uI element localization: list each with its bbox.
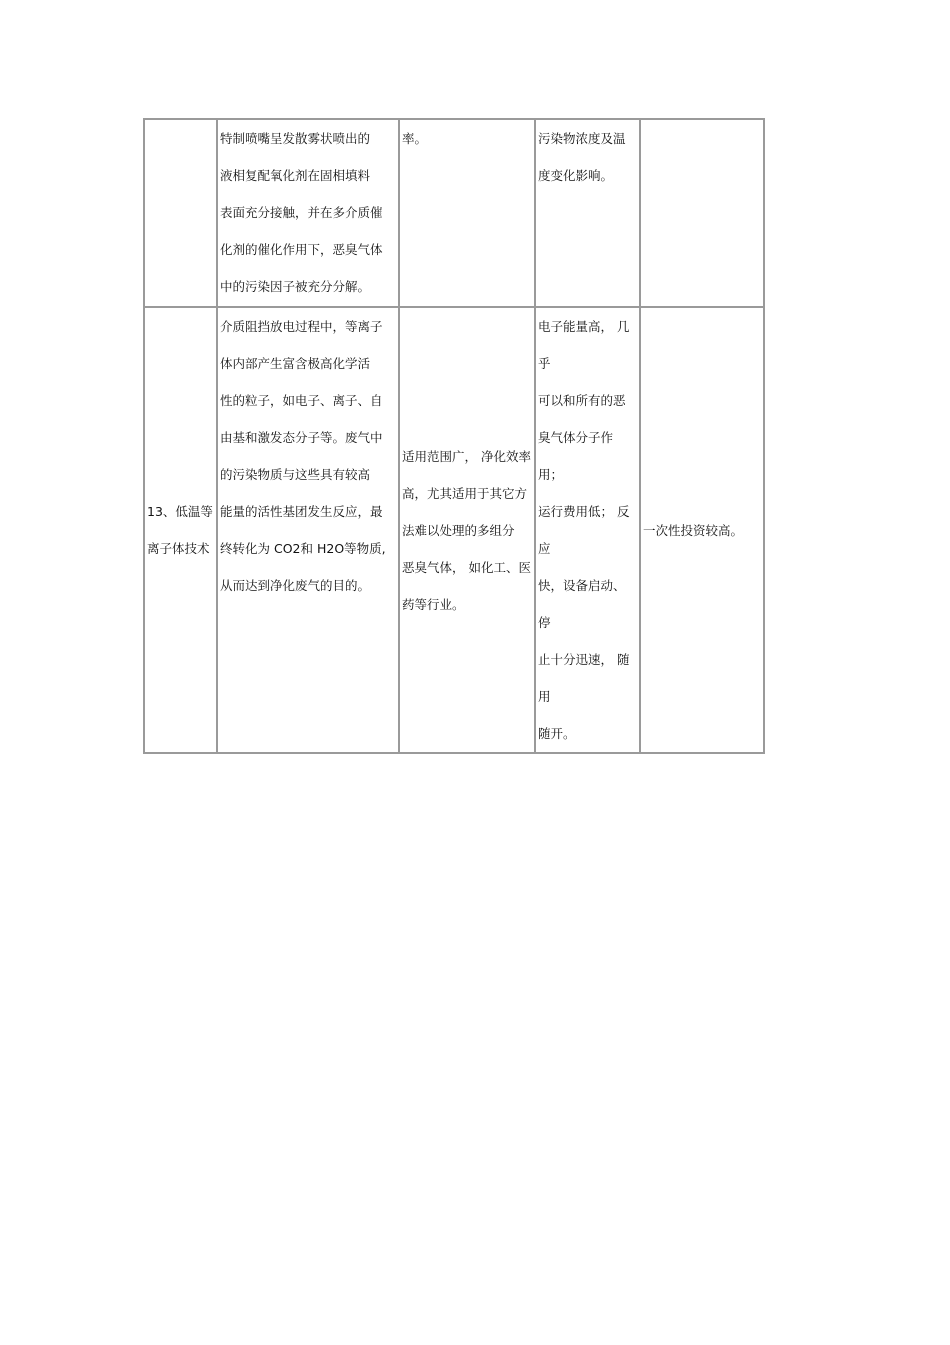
- table-row: [144, 307, 764, 753]
- advantages-text: 污染物浓度及温 度变化影响。: [538, 131, 626, 183]
- application-text: 适用范围广， 净化效率 高，尤其适用于其它方 法难以处理的多组分 恶臭气体， 如化工、医 药等行业。: [402, 448, 531, 612]
- principle-cell: [217, 119, 399, 307]
- disadvantages-text: 一次性投资较高。: [643, 522, 744, 538]
- tech-comparison-table: [143, 118, 765, 754]
- tech-name-cell: [144, 119, 217, 307]
- tech-name-cell: [144, 307, 217, 753]
- principle-text: 特制喷嘴呈发散雾状喷出的 液相复配氧化剂在固相填料 表面充分接触，并在多介质催 化剂的催化作用下，恶臭气体 中的污染因子被充分分解。: [220, 131, 383, 294]
- tech-name: 13、低温等 离子体技术: [147, 504, 213, 556]
- application-cell: [399, 307, 535, 753]
- disadvantages-cell: [640, 119, 764, 307]
- application-text: 率。: [402, 131, 428, 146]
- advantages-text: 电子能量高， 几乎 可以和所有的恶 臭气体分子作用； 运行费用低； 反应 快，设备启动、停 止十分迅速， 随用 随开。: [538, 319, 630, 741]
- disadvantages-cell: [640, 307, 764, 753]
- table-row: [144, 119, 764, 307]
- principle-cell: [217, 307, 399, 753]
- advantages-cell: [535, 119, 640, 307]
- advantages-cell: [535, 307, 640, 753]
- principle-text: 介质阻挡放电过程中，等离子 体内部产生富含极高化学活 性的粒子，如电子、离子、自 由基和激发态分子等。废气中 的污染物质与这些具有较高 能量的活性基团发生反应，最 终转化为 CO2和 H2O等物质, 从而达到净化废气的目的。: [220, 319, 386, 593]
- application-cell: [399, 119, 535, 307]
